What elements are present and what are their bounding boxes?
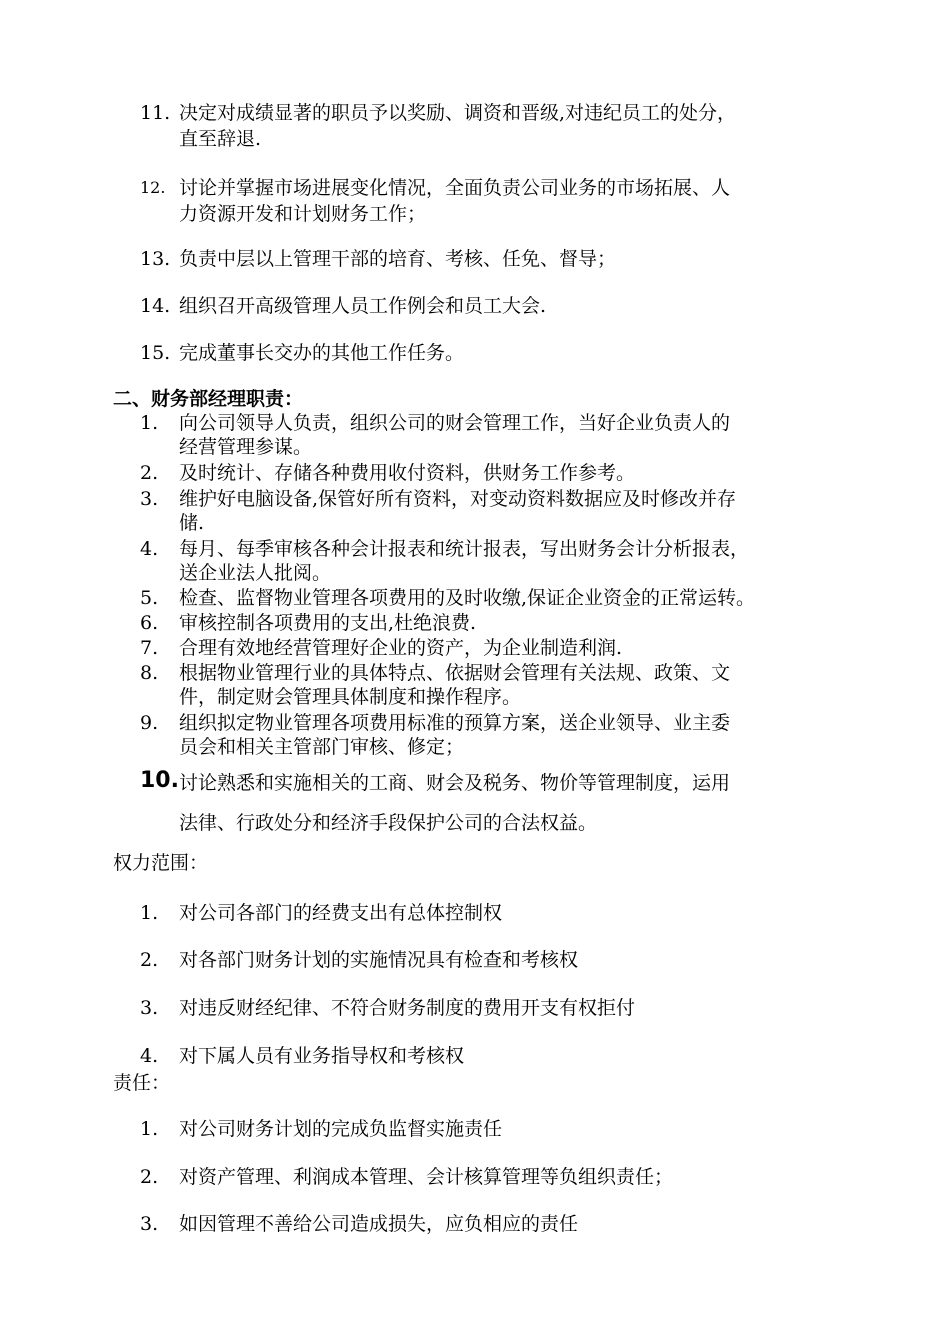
item-number: 4. — [140, 538, 159, 560]
item-text: 及时统计、存储各种费用收付资料，供财务工作参考。 — [179, 462, 636, 484]
item-text: 维护好电脑设备,保管好所有资料，对变动资料数据应及时修改并存 — [179, 488, 737, 510]
item-text: 组织召开高级管理人员工作例会和员工大会. — [179, 295, 547, 317]
item-number: 12. — [140, 178, 166, 197]
item-text: 对公司各部门的经费支出有总体控制权 — [179, 902, 503, 924]
item-text: 检查、监督物业管理各项费用的及时收缴,保证企业资金的正常运转。 — [179, 587, 756, 609]
item-number: 1. — [140, 412, 159, 434]
item-number: 2. — [140, 1166, 159, 1188]
item-text: 每月、每季审核各种会计报表和统计报表，写出财务会计分析报表， — [179, 538, 750, 560]
item-text: 经营管理参谋。 — [179, 436, 313, 458]
item-number: 9. — [140, 712, 159, 734]
item-text: 根据物业管理行业的具体特点、依据财会管理有关法规、政策、文 — [179, 662, 731, 684]
item-text: 件，制定财会管理具体制度和操作程序。 — [179, 686, 522, 708]
item-text: 组织拟定物业管理各项费用标准的预算方案，送企业领导、业主委 — [179, 712, 731, 734]
item-text: 决定对成绩显著的职员予以奖励、调资和晋级,对违纪员工的处分， — [179, 102, 737, 124]
item-number: 14. — [140, 295, 171, 317]
item-text: 对下属人员有业务指导权和考核权 — [179, 1045, 465, 1067]
item-number: 2. — [140, 462, 159, 484]
item-text: 负责中层以上管理干部的培育、考核、任免、督导； — [179, 248, 617, 270]
section-heading-authority: 权力范围： — [113, 852, 209, 874]
item-text: 员会和相关主管部门审核、修定； — [179, 736, 465, 758]
item-text: 对公司财务计划的完成负监督实施责任 — [179, 1118, 503, 1140]
item-text: 讨论熟悉和实施相关的工商、财会及税务、物价等管理制度，运用 — [179, 772, 731, 794]
item-number: 10. — [140, 768, 179, 793]
item-text: 对资产管理、利润成本管理、会计核算管理等负组织责任； — [179, 1166, 674, 1188]
item-number: 8. — [140, 662, 159, 684]
item-number: 3. — [140, 997, 159, 1019]
item-text: 法律、行政处分和经济手段保护公司的合法权益。 — [179, 812, 598, 834]
item-number: 5. — [140, 587, 159, 609]
item-text: 对违反财经纪律、不符合财务制度的费用开支有权拒付 — [179, 997, 636, 1019]
item-number: 4. — [140, 1045, 159, 1067]
item-text: 讨论并掌握市场进展变化情况，全面负责公司业务的市场拓展、人 — [179, 177, 731, 199]
item-text: 对各部门财务计划的实施情况具有检查和考核权 — [179, 949, 579, 971]
item-number: 1. — [140, 902, 159, 924]
item-text: 直至辞退. — [179, 128, 262, 150]
item-text: 储. — [179, 512, 205, 534]
item-number: 3. — [140, 1213, 159, 1235]
item-text: 完成董事长交办的其他工作任务。 — [179, 342, 465, 364]
item-text: 送企业法人批阅。 — [179, 562, 332, 584]
item-text: 向公司领导人负责，组织公司的财会管理工作，当好企业负责人的 — [179, 412, 731, 434]
item-number: 3. — [140, 488, 159, 510]
item-text: 如因管理不善给公司造成损失，应负相应的责任 — [179, 1213, 579, 1235]
section-heading-responsibility: 责任： — [113, 1072, 171, 1094]
item-text: 合理有效地经营管理好企业的资产，为企业制造利润. — [179, 637, 623, 659]
item-number: 15. — [140, 342, 171, 364]
item-number: 7. — [140, 637, 159, 659]
section-heading-finance: 二、财务部经理职责： — [113, 388, 304, 410]
item-number: 13. — [140, 248, 171, 270]
item-number: 1. — [140, 1118, 159, 1140]
item-number: 6. — [140, 612, 159, 634]
item-text: 力资源开发和计划财务工作； — [179, 203, 427, 225]
item-number: 11. — [140, 102, 171, 124]
item-text: 审核控制各项费用的支出,杜绝浪费. — [179, 612, 477, 634]
item-number: 2. — [140, 949, 159, 971]
